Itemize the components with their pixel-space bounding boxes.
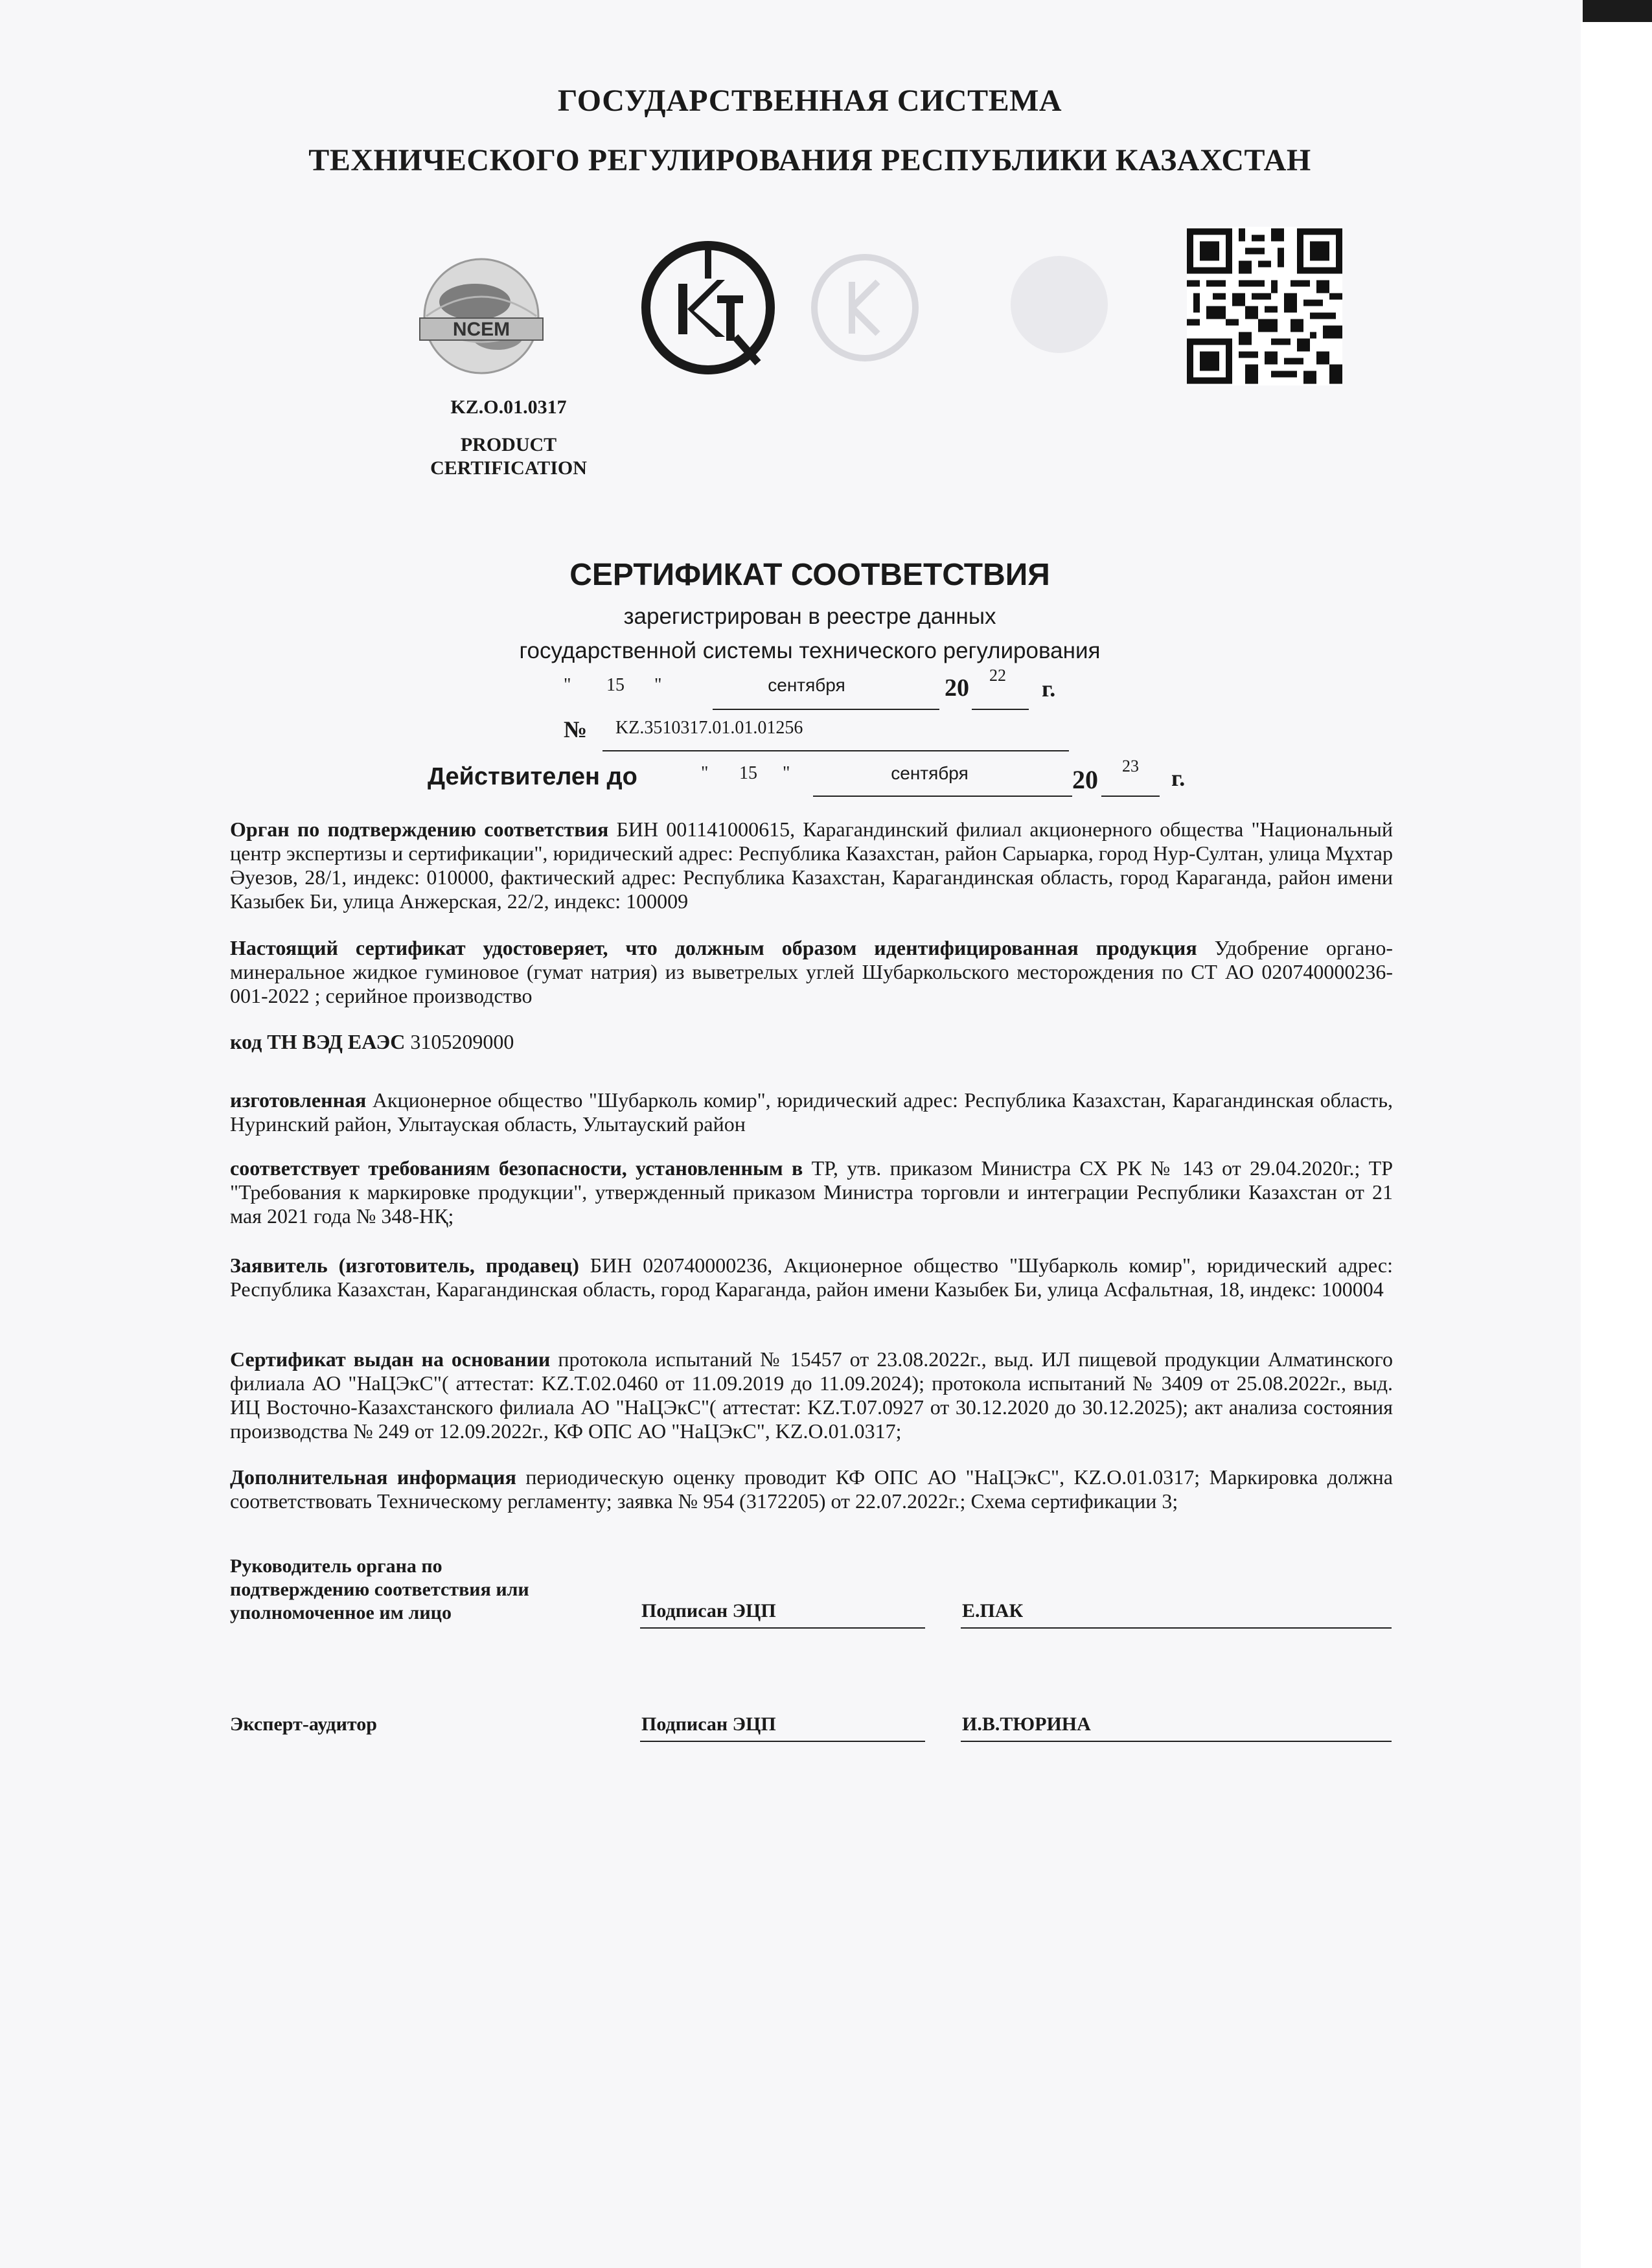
validity-year-underline bbox=[1101, 796, 1160, 797]
applicant-label: Заявитель (изготовитель, продавец) bbox=[230, 1254, 579, 1277]
manufacturer-paragraph bbox=[230, 1088, 1393, 1136]
head-signature-status: Подписан ЭЦП bbox=[641, 1600, 776, 1621]
certification-body-text: БИН 001141000615, Карагандинский филиал акционерного общества "Национальный центр экспертизы и сертификации", юридический адрес: Республика Казахстан, район Сарыарка, город Нур-Султан, улица Мұхтар Әуезов, 28/1, индекс: 010000, фактический адрес: Республика Казахстан, Карагандинская область, город Караганда, район имени Казыбек Би, улица Анжерская, 22/2, индекс: 100009 bbox=[230, 818, 1394, 913]
manufacturer-text: Акционерное общество "Шубарколь комир", юридический адрес: Республика Казахстан, Карагандинская область, Нуринский район, Улытауская область, Улытауский район bbox=[230, 1088, 1394, 1136]
validity-open-quote: " bbox=[701, 763, 709, 783]
certificate-title: СЕРТИФИКАТ СООТВЕТСТВИЯ bbox=[569, 558, 1050, 592]
accreditation-code: KZ.O.01.0317 bbox=[450, 396, 567, 418]
basis-text: протокола испытаний № 15457 от 23.08.2022г., выд. ИЛ пищевой продукции Алматинского филиала АО "НаЦЭкС"( аттестат: KZ.T.02.0460 от 11.09.2019 до 11.09.2024); протокола испытаний № 3409 от 25.08.2022г., выд. ИЦ Восточно-Казахстанского филиала АО "НаЦЭкС"( аттестат: KZ.T.07.0927 от 30.12.2020 до 30.12.2025); акт анализа состояния производства № 249 от 12.09.2022г., КФ ОПС АО "НаЦЭкС", KZ.O.01.0317; bbox=[230, 1347, 1394, 1443]
additional-info-paragraph bbox=[230, 1465, 1393, 1513]
applicant-paragraph bbox=[230, 1254, 1393, 1301]
head-signature-underline bbox=[640, 1627, 925, 1629]
bleed-through-mark-icon bbox=[807, 249, 923, 366]
registration-number-label: № bbox=[564, 716, 588, 742]
head-signatory-label-line-3: уполномоченное им лицо bbox=[230, 1602, 452, 1623]
registration-open-quote: " bbox=[564, 675, 571, 695]
certificate-subtitle-1: зарегистрирован в реестре данных bbox=[623, 604, 996, 629]
kz-conformity-mark-icon bbox=[638, 240, 777, 376]
registration-number: KZ.3510317.01.01.01256 bbox=[615, 718, 803, 738]
header-line-2: ТЕХНИЧЕСКОГО РЕГУЛИРОВАНИЯ РЕСПУБЛИКИ КАЗАХСТАН bbox=[308, 143, 1311, 178]
expert-auditor-label: Эксперт-аудитор bbox=[230, 1713, 377, 1735]
registration-year-prefix: 20 bbox=[945, 674, 969, 702]
accreditation-label-line-2: CERTIFICATION bbox=[430, 457, 587, 479]
certifies-text: Удобрение органо-минеральное жидкое гуминовое (гумат натрия) из выветрелых углей Шубаркольского месторождения по СТ АО 020740000236-001-2022 ; серийное производство bbox=[230, 936, 1394, 1007]
tnved-value: 3105209000 bbox=[410, 1030, 514, 1053]
registration-month: сентября bbox=[768, 675, 845, 695]
applicant-text: БИН 020740000236, Акционерное общество "Шубарколь комир", юридический адрес: Республика Казахстан, Карагандинская область, город Караганда, район имени Казыбек Би, улица Асфальтная, 18, индекс: 100004 bbox=[230, 1254, 1394, 1301]
validity-day: 15 bbox=[739, 763, 757, 783]
registration-month-underline bbox=[713, 709, 939, 710]
basis-paragraph bbox=[230, 1347, 1393, 1443]
additional-info-text: периодическую оценку проводит КФ ОПС АО "НаЦЭкС", KZ.O.01.0317; Маркировка должна соответствовать Техническому регламенту; заявка № 954 (3172205) от 22.07.2022г.; Схема сертификации 3; bbox=[230, 1465, 1393, 1513]
registration-day: 15 bbox=[606, 675, 625, 695]
tnved-label: код ТН ВЭД ЕАЭС bbox=[230, 1030, 406, 1053]
scan-page-edge bbox=[1581, 0, 1652, 2268]
head-name-underline bbox=[961, 1627, 1392, 1629]
compliance-text: ТР, утв. приказом Министра СХ РК № 143 от 29.04.2020г.; ТР "Требования к маркировке продукции", утвержденный приказом Министра торговли и интеграции Республики Казахстан от 21 мая 2021 года № 348-НҚ; bbox=[230, 1156, 1394, 1228]
registration-number-underline bbox=[602, 750, 1069, 751]
scan-corner-shadow bbox=[1583, 0, 1652, 22]
head-signatory-label bbox=[230, 1555, 529, 1625]
registration-year-suffix: 22 bbox=[989, 666, 1006, 685]
expert-name-underline bbox=[961, 1741, 1392, 1742]
certificate-subtitle-2: государственной системы технического регулирования bbox=[519, 638, 1101, 663]
head-signatory-label-line-1: Руководитель органа по bbox=[230, 1555, 442, 1577]
expert-auditor-name: И.В.ТЮРИНА bbox=[962, 1713, 1091, 1735]
qr-code-icon bbox=[1187, 227, 1342, 385]
bleed-through-emblem-icon bbox=[1001, 249, 1118, 360]
validity-year-suffix: 23 bbox=[1122, 757, 1139, 775]
validity-label: Действителен до bbox=[428, 763, 637, 790]
registration-year-underline bbox=[972, 709, 1029, 710]
certification-body-label: Орган по подтверждению соответствия bbox=[230, 818, 609, 841]
tnved-code-line bbox=[230, 1030, 1393, 1054]
validity-year-unit: г. bbox=[1171, 765, 1186, 791]
compliance-label: соответствует требованиям безопасности, установленным в bbox=[230, 1156, 803, 1180]
basis-label: Сертификат выдан на основании bbox=[230, 1347, 551, 1371]
certifies-paragraph bbox=[230, 936, 1393, 1008]
manufacturer-label: изготовленная bbox=[230, 1088, 367, 1112]
registration-year-unit: г. bbox=[1042, 676, 1056, 702]
compliance-paragraph bbox=[230, 1156, 1393, 1228]
expert-signature-status: Подписан ЭЦП bbox=[641, 1713, 776, 1735]
validity-month: сентября bbox=[891, 763, 969, 783]
header-line-1: ГОСУДАРСТВЕННАЯ СИСТЕМА bbox=[557, 84, 1062, 118]
expert-signature-underline bbox=[640, 1741, 925, 1742]
validity-month-underline bbox=[813, 796, 1072, 797]
head-signatory-name: Е.ПАК bbox=[962, 1600, 1024, 1621]
validity-year-prefix: 20 bbox=[1072, 765, 1098, 794]
svg-text:NCEM: NCEM bbox=[452, 319, 511, 340]
certification-body-paragraph bbox=[230, 818, 1393, 913]
ncem-logo bbox=[413, 251, 549, 381]
certifies-label: Настоящий сертификат удостоверяет, что должным образом идентифицированная продукция bbox=[230, 936, 1197, 959]
additional-info-label: Дополнительная информация bbox=[230, 1465, 516, 1489]
registration-close-quote: " bbox=[654, 675, 662, 695]
accreditation-label-line-1: PRODUCT bbox=[460, 434, 557, 455]
validity-close-quote: " bbox=[783, 763, 790, 783]
head-signatory-label-line-2: подтверждению соответствия или bbox=[230, 1579, 529, 1600]
